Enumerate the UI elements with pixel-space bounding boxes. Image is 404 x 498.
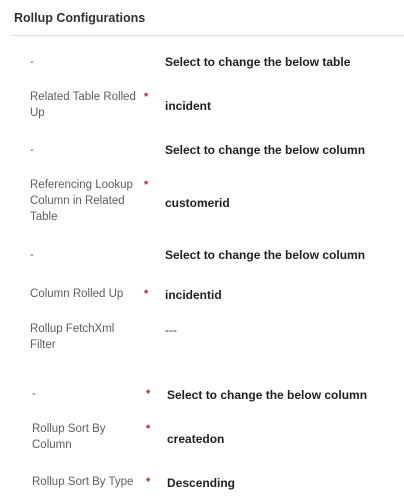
sort-by-column-value[interactable]: createdon	[167, 432, 225, 446]
required-marker: *	[144, 288, 149, 300]
select-column-link[interactable]: Select to change the below column	[165, 143, 366, 157]
field-label: Referencing Lookup Column in Related Table	[30, 179, 133, 223]
field-label: -	[30, 249, 34, 261]
select-column-link[interactable]: Select to change the below column	[165, 248, 366, 262]
fetchxml-filter-value[interactable]: ---	[165, 323, 177, 337]
field-label: -	[30, 144, 34, 156]
required-marker: *	[144, 91, 149, 103]
section-title: Rollup Configurations	[14, 11, 146, 25]
section-divider	[12, 35, 404, 36]
field-label: -	[30, 56, 34, 68]
required-marker: *	[144, 179, 149, 191]
field-label: Rollup Sort By Column	[32, 423, 106, 451]
select-column-link[interactable]: Select to change the below column	[167, 388, 368, 402]
related-table-value[interactable]: incident	[165, 99, 212, 113]
referencing-lookup-value[interactable]: customerid	[165, 196, 230, 210]
field-label: -	[32, 388, 36, 400]
required-marker: *	[146, 388, 151, 400]
select-table-link[interactable]: Select to change the below table	[165, 55, 351, 69]
field-label: Rollup Sort By Type	[32, 476, 134, 488]
field-label: Related Table Rolled Up	[30, 91, 136, 119]
column-rolled-up-value[interactable]: incidentid	[165, 288, 222, 302]
field-label: Column Rolled Up	[30, 288, 124, 300]
field-label: Rollup FetchXml Filter	[30, 323, 115, 351]
required-marker: *	[146, 423, 151, 435]
sort-by-type-value[interactable]: Descending	[167, 476, 236, 490]
required-marker: *	[146, 476, 151, 488]
